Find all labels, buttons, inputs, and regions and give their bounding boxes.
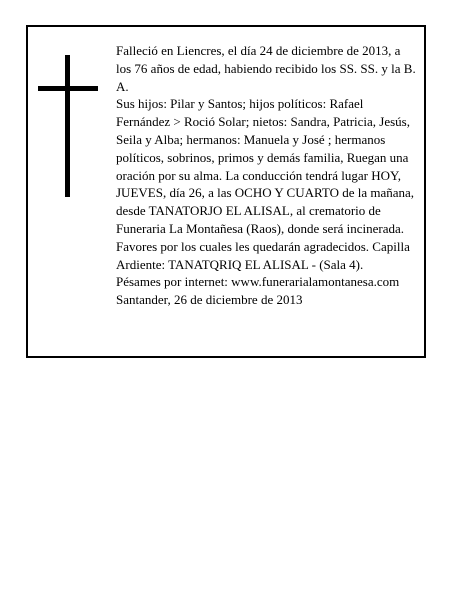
condolences-website: Pésames por internet: www.funerarialamontanesa.com [116, 274, 400, 290]
cross-vertical-bar [65, 55, 70, 197]
notice-text [116, 42, 416, 309]
cross-horizontal-bar [38, 86, 98, 91]
cross-icon [38, 55, 98, 197]
death-announcement: Falleció en Liencres, el día 24 de diciembre de 2013, a los 76 años de edad, habiendo recibido los SS. SS. y la B. A. [116, 43, 416, 94]
place-and-date: Santander, 26 de diciembre de 2013 [116, 292, 303, 308]
family-and-service-details: Sus hijos: Pilar y Santos; hijos políticos: Rafael Fernández > Roció Solar; nietos: Sandra, Patricia, Jesús, Seila y Alba; hermanos: Manuela y José ; hermanos políticos, sobrinos, primos y demás familia, Ruegan una oración por su alma. La conducción tendrá lugar HOY, JUEVES, día 26, a las OCHO Y CUARTO de la mañana, desde TANATORJO EL ALISAL, al crematorio de Funeraria La Montañesa (Raos), donde será incinerada. Favores por los cuales les quedarán agradecidos. Capilla Ardiente: TANATQRIQ EL ALISAL - (Sala 4). [116, 96, 415, 272]
obituary-notice [26, 25, 426, 358]
